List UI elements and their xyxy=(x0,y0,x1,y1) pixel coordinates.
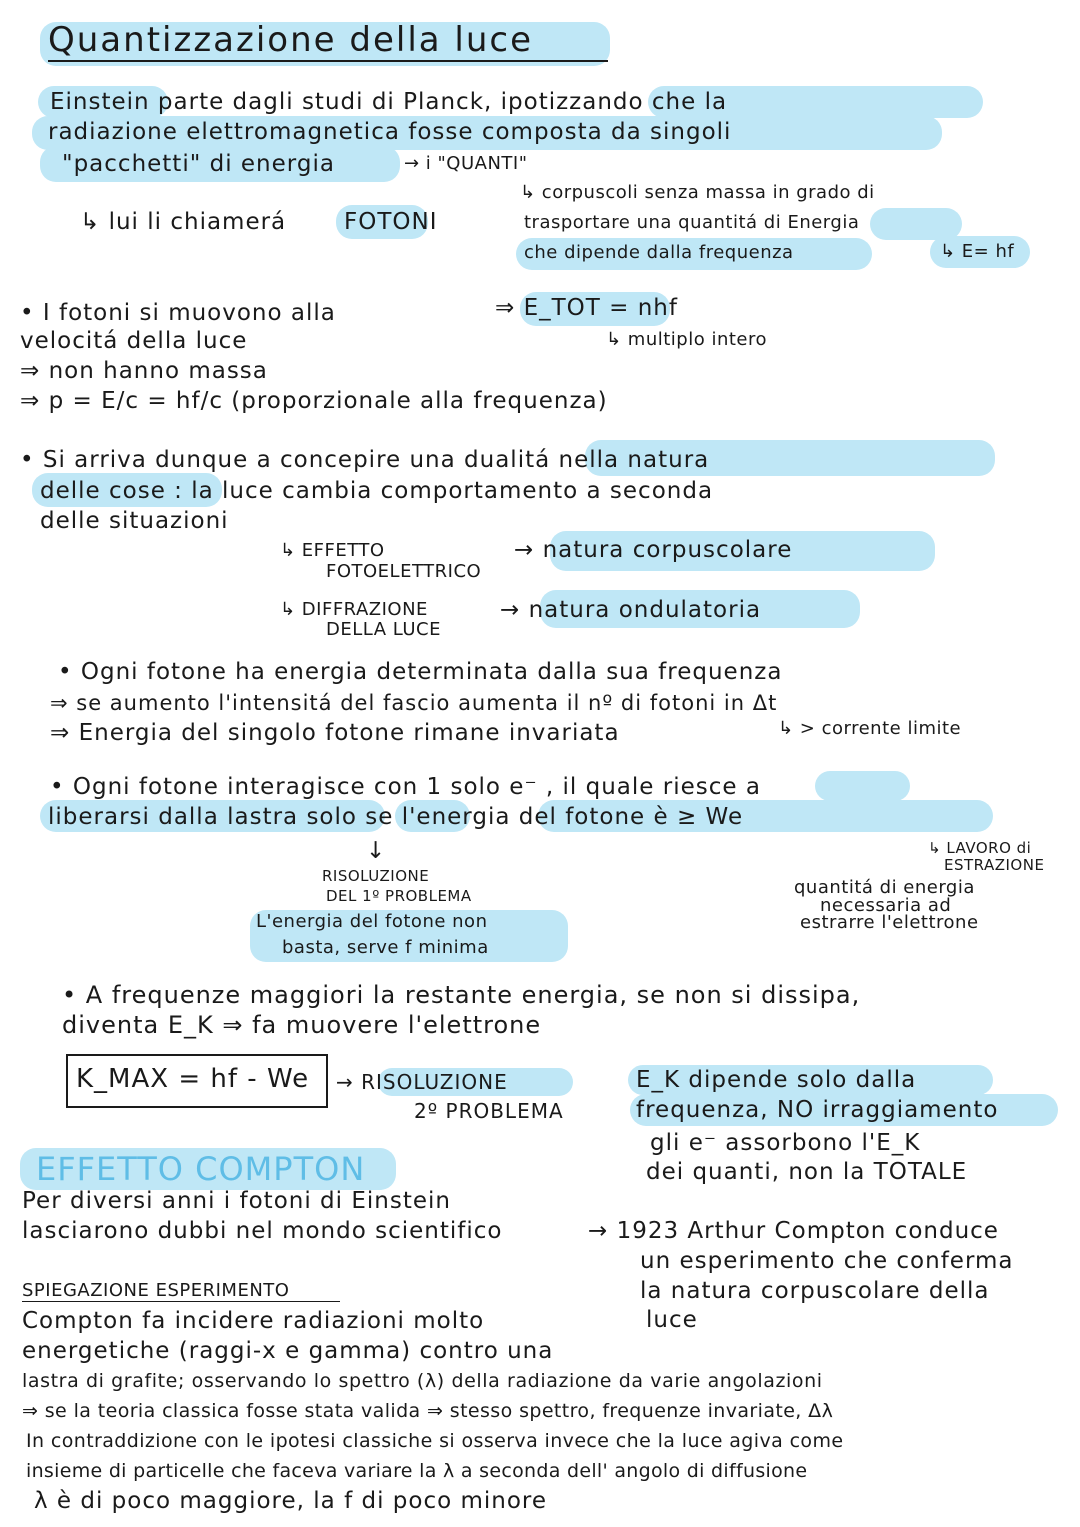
risoluzione-1-c: L'energia del fotone non xyxy=(256,911,488,932)
compton-para-5: In contraddizione con le ipotesi classiche si osserva invece che la luce agiva come xyxy=(26,1430,844,1452)
highlight xyxy=(815,771,910,801)
page-title: Quantizzazione della luce xyxy=(48,20,534,60)
energia-line-3: ⇒ Energia del singolo fotone rimane invariata xyxy=(50,720,620,746)
intro-line-3: "pacchetti" di energia xyxy=(62,151,335,177)
fotoni-line-1: • I fotoni si muovono alla xyxy=(20,300,336,326)
ek-line-1: E_K dipende solo dalla xyxy=(636,1067,917,1093)
natura-ondulatoria: → natura ondulatoria xyxy=(500,597,762,623)
interazione-line-2: liberarsi dalla lastra solo se l'energia del fotone è ≥ We xyxy=(48,804,744,830)
natura-corpuscolare: → natura corpuscolare xyxy=(514,537,793,563)
lavoro-label-1: ↳ LAVORO di xyxy=(928,839,1032,857)
e-hf: ↳ E= hf xyxy=(940,241,1015,262)
ek-line-4: dei quanti, non la TOTALE xyxy=(646,1159,968,1185)
ek-line-3: gli e⁻ assorbono l'E_K xyxy=(650,1130,921,1156)
risoluzione-1-d: basta, serve f minima xyxy=(282,937,489,958)
intro-line-1: Einstein parte dagli studi di Planck, ipotizzando che la xyxy=(50,89,728,115)
ek-line-2: frequenza, NO irraggiamento xyxy=(636,1097,999,1123)
compton-para-3: lastra di grafite; osservando lo spettro (λ) della radiazione da varie angolazioni xyxy=(22,1370,823,1392)
quanti-label: → i "QUANTI" xyxy=(404,153,528,174)
title-underline xyxy=(48,60,608,62)
kmax-formula: K_MAX = hf - We xyxy=(76,1064,310,1094)
corpuscoli-line-1: ↳ corpuscoli senza massa in grado di xyxy=(520,182,875,203)
corrente-limite: ↳ > corrente limite xyxy=(778,718,962,739)
fotoni-line-3: ⇒ non hanno massa xyxy=(20,358,268,384)
multiplo-intero: ↳ multiplo intero xyxy=(606,329,768,350)
fotoni-line-4: ⇒ p = E/c = hf/c (proporzionale alla frequenza) xyxy=(20,388,608,414)
fotoni-label: FOTONI xyxy=(344,209,438,235)
risoluzione-1-a: RISOLUZIONE xyxy=(322,867,430,885)
spiegazione-heading: SPIEGAZIONE ESPERIMENTO xyxy=(22,1280,290,1301)
risoluzione-2-a: → RISOLUZIONE xyxy=(336,1070,508,1094)
compton-right-3: la natura corpuscolare della xyxy=(640,1278,990,1304)
compton-para-7: λ è di poco maggiore, la f di poco minore xyxy=(34,1488,548,1514)
dualita-line-1: • Si arriva dunque a concepire una dualitá nella natura xyxy=(20,447,710,473)
quantita-line-1: quantitá di energia xyxy=(794,877,975,898)
dualita-line-2: delle cose : la luce cambia comportamento a seconda xyxy=(40,478,714,504)
intro-line-2: radiazione elettromagnetica fosse composta da singoli xyxy=(48,119,732,145)
compton-line-1: Per diversi anni i fotoni di Einstein xyxy=(22,1188,451,1214)
energia-line-1: • Ogni fotone ha energia determinata dalla sua frequenza xyxy=(58,659,783,685)
diffrazione-label-2: DELLA LUCE xyxy=(326,619,441,640)
diffrazione-label-1: ↳ DIFFRAZIONE xyxy=(280,599,428,620)
risoluzione-2-b: 2º PROBLEMA xyxy=(414,1099,564,1123)
lavoro-label-2: ESTRAZIONE xyxy=(944,856,1045,874)
dualita-line-3: delle situazioni xyxy=(40,508,229,534)
effetto-label-2: FOTOELETTRICO xyxy=(326,561,482,582)
risoluzione-1-b: DEL 1º PROBLEMA xyxy=(326,887,472,905)
compton-para-1: Compton fa incidere radiazioni molto xyxy=(22,1308,485,1334)
spiegazione-underline xyxy=(22,1301,340,1302)
quantita-line-3: estrarre l'elettrone xyxy=(800,912,979,933)
corpuscoli-line-3: che dipende dalla frequenza xyxy=(524,242,794,263)
down-arrow: ↓ xyxy=(366,838,387,864)
fotoni-prefix: ↳ lui li chiamerá xyxy=(80,209,287,235)
frequenze-line-1: • A frequenze maggiori la restante energia, se non si dissipa, xyxy=(62,981,861,1009)
etot-formula: ⇒ E_TOT = nhf xyxy=(495,295,678,321)
compton-right-1: → 1923 Arthur Compton conduce xyxy=(588,1218,999,1244)
energia-line-2: ⇒ se aumento l'intensitá del fascio aumenta il nº di fotoni in Δt xyxy=(50,691,778,715)
compton-line-2: lasciarono dubbi nel mondo scientifico xyxy=(22,1218,503,1244)
compton-right-4: luce xyxy=(646,1307,698,1333)
compton-right-2: un esperimento che conferma xyxy=(640,1248,1014,1274)
fotoni-line-2: velocitá della luce xyxy=(20,328,248,354)
compton-para-4: ⇒ se la teoria classica fosse stata valida ⇒ stesso spettro, frequenze invariate, Δλ xyxy=(22,1400,834,1422)
compton-para-6: insieme di particelle che faceva variare la λ a seconda dell' angolo di diffusione xyxy=(26,1460,808,1482)
compton-title: EFFETTO COMPTON xyxy=(36,1150,366,1188)
quantita-line-2: necessaria ad xyxy=(820,895,952,916)
compton-para-2: energetiche (raggi-x e gamma) contro una xyxy=(22,1338,554,1364)
interazione-line-1: • Ogni fotone interagisce con 1 solo e⁻ , il quale riesce a xyxy=(50,774,761,800)
frequenze-line-2: diventa E_K ⇒ fa muovere l'elettrone xyxy=(62,1011,542,1039)
corpuscoli-line-2: trasportare una quantitá di Energia xyxy=(524,212,860,233)
effetto-label-1: ↳ EFFETTO xyxy=(280,540,385,561)
